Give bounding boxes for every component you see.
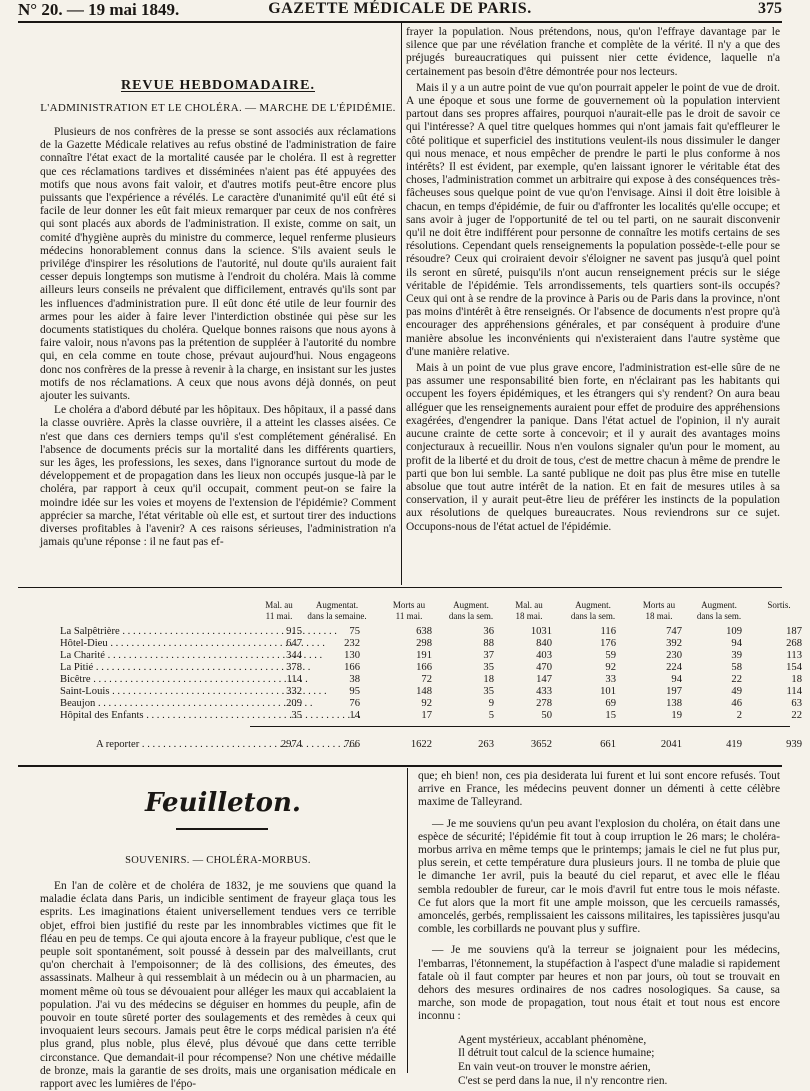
table-row: [60, 626, 802, 638]
gazette-title: GAZETTE MÉDICALE DE PARIS.: [268, 0, 532, 17]
hospital-name: Saint-Louis . . .: [60, 686, 270, 697]
table-cell: 147: [536, 674, 552, 685]
column-header-line: Augmentat.: [315, 600, 359, 610]
table-cell: 114: [286, 674, 302, 685]
table-cell: 113: [786, 650, 802, 661]
feuilleton-top-rule: [18, 765, 782, 767]
column-header-line: Mal. au: [265, 600, 293, 610]
feuilleton-paragraph: que; eh bien! non, ces pia desiderata lui furent et lui sont encore refusés. Tout arrive en France, les médecins peuvent donner un démenti à cette célèbre maxime de Talleyrand.: [418, 770, 780, 809]
table-cell: 49: [731, 686, 742, 697]
table-cell: 9: [488, 698, 494, 709]
column-header: [248, 600, 310, 622]
table-cell: 840: [536, 638, 552, 649]
table-cell: 37: [483, 650, 494, 661]
revue-paragraph: Mais il y a un autre point de vue qu'on pourrait appeler le point de vue de droit. A une époque et sous une forme de gouvernement où la population intervient partout dans ses propres affaires, pourquoi n'aurait-elle pas le droit de savoir ce qui l'intéresse? A quel titre quelques hommes qui n'ont jamais fait qu'effleurer le côté politique et superficiel des institutions veulent-ils nous dissimuler le danger qui nous menace, et nous empêcher de prendre le parti le plus conforme à nos intérêts? Il est évident, par exemple, qu'en laissant ignorer le véritable état des choses, l'administration commet un arbitraire qui expose à des conséquences très-fâcheuses sous quelque point de vue qu'on l'envisage. Ainsi il doit être loisible à chacun, en temps d'épidémie, de fuir ou d'affronter les localités qu'elle occupe; et sans avoir à juger de l'opportunité de tel ou tel parti, on ne saurait disconvenir qu'il ne doit être indifférent pour personne de connaître les motifs certains de ses résolutions. Cependant quels renseignements la population possède-t-elle pour se résoudre? Ceux qui croiraient devoir s'éloigner ne savent pas jusqu'à quel point ils seront en sûreté, puisqu'ils n'ont aucun renseignement précis sur le siége véritable de l'épidémie. Tels arrondissements, tels quartiers sont-ils occupés? Ceux qui ont à se rendre de la province à Paris ou de Paris dans la province, n'ont pas moins d'intérêt à être renseignés. Or l'absence de documents n'est propre qu'à encourager des appréhensions générales, et par conséquent à produire d'une manière absolue les inconvénients qui n'existeraient dans l'autre système que d'une manière relative.: [406, 81, 780, 358]
table-cell: 166: [344, 662, 360, 673]
page-number: 375: [758, 0, 782, 17]
feuilleton-paragraph: — Je me souviens qu'un peu avant l'explosion du choléra, on était dans une espèce de sécurité; l'épidémie fit tout à coup irruption le 26 mars; le choléra-morbus arriva en même temps que le printemps; jamais le ciel ne fut plus pur, plus serein, et cette température dura plusieurs jours. Il ne tomba de pluie que le dimanche 1er avril, puis la beauté du ciel reparut, et avec elle le fléau sembla redoubler de fureur, car le mois d'avril fut entre tous le mois néfaste. Ce fut alors que la mort fit une ample moisson, que les cercueils ramassés, amoncelés, gerbés, remplissaient les caissons militaires, les tapissières jusqu'au comble, les corbillards ne pouvant plus y suffire.: [418, 817, 780, 936]
column-header-line: Sortis.: [767, 600, 791, 610]
column-header: [440, 600, 502, 622]
masthead-rule: [18, 21, 782, 23]
total-rule: [250, 726, 790, 727]
feuilleton-title: Feuilleton.: [145, 788, 301, 818]
table-cell: 232: [344, 638, 360, 649]
table-total-row: [60, 739, 802, 751]
table-cell: 638: [416, 626, 432, 637]
masthead: [18, 0, 782, 22]
table-cell: 148: [416, 686, 432, 697]
table-cell: 39: [731, 650, 742, 661]
table-cell: 197: [666, 686, 682, 697]
table-cell: 268: [786, 638, 802, 649]
table-cell: 116: [600, 626, 616, 637]
table-cell: 101: [600, 686, 616, 697]
section-title: REVUE HEBDOMADAIRE.: [120, 78, 315, 93]
table-row: [60, 674, 802, 686]
cholera-statistics-table: [60, 600, 802, 751]
table-cell: 22: [731, 674, 742, 685]
table-cell: 419: [726, 739, 742, 750]
column-header: [628, 600, 690, 622]
table-cell: 766: [344, 739, 360, 750]
table-cell: 75: [349, 626, 360, 637]
revue-right-column: [406, 26, 780, 534]
table-cell: 939: [786, 739, 802, 750]
table-cell: 392: [666, 638, 682, 649]
table-cell: 138: [666, 698, 682, 709]
hospital-name: La Charité . . .: [60, 650, 270, 661]
hospital-name: Beaujon . . .: [60, 698, 270, 709]
section-subtitle: L'ADMINISTRATION ET LE CHOLÉRA. — MARCHE DE L'ÉPIDÉMIE.: [40, 102, 396, 114]
revue-paragraph: Le choléra a d'abord débuté par les hôpitaux. Des hôpitaux, il a passé dans la classe ouvrière. Après la classe ouvrière, il a atteint les classes aisées. Ce n'est que dans ces derniers temps qu'il s'est complétement généralisé. En l'absence de documents précis sur la mortalité dans les différents quartiers, sur les âges, les professions, les sexes, dans l'ignorance surtout du mode de développement et de propagation dans les lieux non occupés jusque-là par le choléra, par rapport à ceux qu'il occupait, comment peut-on se faire la moindre idée sur les voies et moyens de l'extension de l'épidémie? Comment apprécier sa marche, l'état véritable où elle est, et surtout tirer des inductions diverses profitables à l'avenir? A ces raisons sérieuses, l'administration n'a jamais qu'une réponse : il ne faut pas ef-: [40, 404, 396, 549]
table-cell: 176: [600, 638, 616, 649]
feuilleton-title-rule: [176, 828, 268, 830]
table-cell: 5: [488, 710, 494, 721]
column-header-line: dans la semaine.: [307, 611, 367, 621]
table-cell: 2: [736, 710, 742, 721]
table-cell: 2041: [660, 739, 682, 750]
column-header-line: Augment.: [575, 600, 611, 610]
column-divider-bottom: [407, 768, 408, 1073]
table-row: [60, 662, 802, 674]
table-cell: 88: [483, 638, 494, 649]
column-header: [378, 600, 440, 622]
table-cell: 332: [286, 686, 302, 697]
table-cell: 22: [791, 710, 802, 721]
table-cell: 72: [421, 674, 432, 685]
table-cell: 263: [478, 739, 494, 750]
column-header-line: Augment.: [453, 600, 489, 610]
column-header: [562, 600, 624, 622]
table-cell: 109: [726, 626, 742, 637]
table-cell: 58: [731, 662, 742, 673]
column-header-line: dans la sem.: [570, 611, 616, 621]
table-cell: 35: [483, 662, 494, 673]
feuilleton-paragraph: — Je me souviens qu'à la terreur se joignaient pour les médecins, l'embarras, l'étonnement, la stupéfaction à l'aspect d'une maladie si rapidement fatale où il faut compter par heures et non par jours, où tout se trouvait en dehors des mesures ordinaires de nos cadres nosologiques. Sa cause, sa marche, son mode de propagation, tout nous était et tout nous est encore inconnu :: [418, 944, 780, 1023]
table-header: [60, 600, 790, 626]
column-header: [688, 600, 750, 622]
table-cell: 19: [671, 710, 682, 721]
revue-paragraph: Mais à un point de vue plus grave encore, l'administration est-elle sûre de ne pas assumer une responsabilité bien forte, en n'éclairant pas les habitants qui occupent les foyers épidémiques, et les étrangers qui s'y rendent? On aura beau alléguer que les renseignements auraient pour effet de produire des appréhensions exagérées, d'engendrer la panique. Dans l'état actuel de l'opinion, il n'y aurait aucune crainte de cette sorte à concevoir; et il y aurait des avantages moins conjecturaux à recueillir. Nous n'en voulons signaler qu'un pour le moment, au profit de la liberté et du droit de tous, c'est de mettre chacun à même de prendre le parti que bon lui semble. La santé publique ne doit pas plus être mise en tutelle absolue que tout autre intérêt de la nation. Et en fait de mesures utiles à sa conservation, il y aurait peut-être lieu de préférer les instincts de la population aux résolutions de quelques bureaucrates. Nous reviendrons sur ce sujet. Occupons-nous de l'état actuel de l'épidémie.: [406, 362, 780, 533]
poem: [458, 1034, 780, 1089]
table-cell: 278: [536, 698, 552, 709]
revue-paragraph: Plusieurs de nos confrères de la presse se sont associés aux réclamations de la Gazette Médicale relatives au refus obstiné de l'administration de faire connaître l'état exact de la mortalité causée par le choléra. Il est à regretter que ces réclamations tardives et disséminées n'aient pas été appuyées des motifs que nous avons fait valoir, et d'autres motifs peut-être encore plus puissants que l'expérience a révélés. Le caractère d'unanimité qu'il eût été si facile de leur donner les eût fait mieux remarquer par ceux de nos confrères qui sont placés aux abords de l'administration. Il existe, comme on sait, un comité d'hygiène auprès du ministre du commerce, lequel renferme plusieurs médecins honorablement connus dans la science. S'ils avaient seuls le privilége d'inspirer les résolutions de l'autorité, nul doute qu'ils auraient fait cesser depuis longtemps son mutisme à l'endroit du choléra. Mais là comme ailleurs leurs conseils ne prévalent que difficilement, entravés qu'ils sont par les influences d'administration pure. Il eût donc été utile de leur fournir des armes pour les aider à faire lever l'interdiction obstinée qui pèse sur les documents statistiques du choléra. Quelque bonnes raisons que nous ayons à faire valoir, nous n'avons pas la prétention de suppléer à l'autorité du nombre qui, en cela comme en toute chose, prévaut aujourd'hui. Nous engageons donc nos confrères de la presse à revenir à la charge, en insistant sur les justes motifs de nos réclamations. A ceux que nous avons déjà donnés, on peut ajouter les suivants.: [40, 126, 396, 403]
table-cell: 63: [791, 698, 802, 709]
table-cell: 94: [671, 674, 682, 685]
table-cell: 230: [666, 650, 682, 661]
table-cell: 1622: [410, 739, 432, 750]
table-cell: 17: [421, 710, 432, 721]
table-cell: 647: [286, 638, 302, 649]
table-cell: 433: [536, 686, 552, 697]
table-cell: 378: [286, 662, 302, 673]
issue-number: N° 20. — 19 mai 1849.: [18, 0, 180, 19]
table-cell: 915: [286, 626, 302, 637]
table-cell: 38: [349, 674, 360, 685]
hospital-name: Bicêtre . . .: [60, 674, 270, 685]
poem-line: Il détruit tout calcul de la science humaine;: [458, 1047, 655, 1060]
table-cell: 2974: [280, 739, 302, 750]
table-cell: 69: [605, 698, 616, 709]
table-cell: 166: [416, 662, 432, 673]
table-row: [60, 638, 802, 650]
table-row: [60, 710, 802, 722]
table-row: [60, 698, 802, 710]
feuilleton-subtitle: SOUVENIRS. — CHOLÉRA-MORBUS.: [125, 855, 311, 866]
feuilleton-right-column: [418, 770, 780, 1089]
table-cell: 92: [421, 698, 432, 709]
table-cell: 209: [286, 698, 302, 709]
table-cell: 114: [786, 686, 802, 697]
column-header-line: Morts au: [392, 600, 426, 610]
table-cell: 35: [483, 686, 494, 697]
table-row: [60, 650, 802, 662]
table-cell: 747: [666, 626, 682, 637]
table-cell: 18: [483, 674, 494, 685]
table-cell: 470: [536, 662, 552, 673]
column-header-line: 18 mai.: [645, 611, 673, 621]
table-row: [60, 686, 802, 698]
table-cell: 191: [416, 650, 432, 661]
table-cell: 92: [605, 662, 616, 673]
table-cell: 661: [600, 739, 616, 750]
column-header: [498, 600, 560, 622]
poem-line: C'est se perd dans la nue, il n'y rencontre rien.: [458, 1075, 668, 1088]
table-cell: 224: [666, 662, 682, 673]
revue-paragraph: frayer la population. Nous prétendons, nous, qu'on l'effraye davantage par le silence que par une révélation franche et complète de la vérité. Il n'y a que des préjugés bureaucratiques qui puissent nier cette évidence, laquelle n'a certainement pas besoin d'être démontrée pour nos lecteurs.: [406, 26, 780, 78]
column-divider-top: [401, 23, 402, 585]
table-cell: 15: [605, 710, 616, 721]
table-cell: 14: [349, 710, 360, 721]
column-header-line: dans la sem.: [696, 611, 742, 621]
column-header-line: 11 mai.: [265, 611, 293, 621]
hospital-name: Hôtel-Dieu . . .: [60, 638, 270, 649]
table-cell: 50: [541, 710, 552, 721]
table-cell: 1031: [530, 626, 552, 637]
table-cell: 35: [291, 710, 302, 721]
table-cell: 154: [786, 662, 802, 673]
table-cell: 130: [344, 650, 360, 661]
table-cell: 18: [791, 674, 802, 685]
table-cell: 187: [786, 626, 802, 637]
table-cell: 403: [536, 650, 552, 661]
table-cell: 344: [286, 650, 302, 661]
hospital-name: A reporter . . .: [60, 739, 306, 750]
table-cell: 3652: [530, 739, 552, 750]
feuilleton-left-column: [40, 880, 396, 1091]
column-header-line: 11 mai.: [395, 611, 423, 621]
table-cell: 46: [731, 698, 742, 709]
table-cell: 95: [349, 686, 360, 697]
column-header: [306, 600, 368, 622]
hospital-name: Hôpital des Enfants . . .: [60, 710, 270, 721]
column-header-line: Mal. au: [515, 600, 543, 610]
table-cell: 33: [605, 674, 616, 685]
column-header-line: Morts au: [642, 600, 676, 610]
table-cell: 76: [349, 698, 360, 709]
column-header-line: 18 mai.: [515, 611, 543, 621]
column-header-line: dans la sem.: [448, 611, 494, 621]
poem-line: En vain veut-on trouver le monstre aérien,: [458, 1061, 651, 1074]
table-top-rule: [18, 587, 782, 588]
table-cell: 36: [483, 626, 494, 637]
table-cell: 94: [731, 638, 742, 649]
revue-left-column: [40, 126, 396, 550]
table-body: [60, 626, 802, 722]
poem-line: Agent mystérieux, accablant phénomène,: [458, 1033, 647, 1046]
column-header: [748, 600, 810, 611]
hospital-name: La Salpêtrière . . .: [60, 626, 270, 637]
table-cell: 59: [605, 650, 616, 661]
table-cell: 298: [416, 638, 432, 649]
feuilleton-paragraph: En l'an de colère et de choléra de 1832, je me souviens que quand la maladie éclata dans Paris, un indicible sentiment de frayeur glaça tous les esprits. Les imaginations étaient universellement tendues vers ce terrible objet, effroi bien justifié du reste par les innombrables victimes que fit le fléau en peu de temps. Ce qui ajouta encore à la frayeur publique, c'est que le peuple soit spontanément, soit poussé à dessein par des malveillants, crut qu'on cherchait à l'empoisonner; de là des collisions, des émeutes, des assassinats. Malheur à qui ressemblait à un médecin ou à un pharmacien, au moment même où tous se dévouaient pour alléger les maux qui accablaient la population. J'ai vu des médecins se déguiser en hommes du peuple, afin de pouvoir en toute sûreté porter des soulagements et des remèdes à ceux qui invoquaient leurs secours. Jamais peut être le corps médical parisien n'a été plus grand, plus noble, plus élevé, plus dévoué que dans cette terrible circonstance. Que demandait-il pour récompense? Non une chétive médaille de bronze, mais la garantie de ses droits, mais une organisation médicale en rapport avec les lumières de l'épo-: [40, 880, 396, 1091]
hospital-name: La Pitié . . .: [60, 662, 270, 673]
column-header-line: Augment.: [701, 600, 737, 610]
